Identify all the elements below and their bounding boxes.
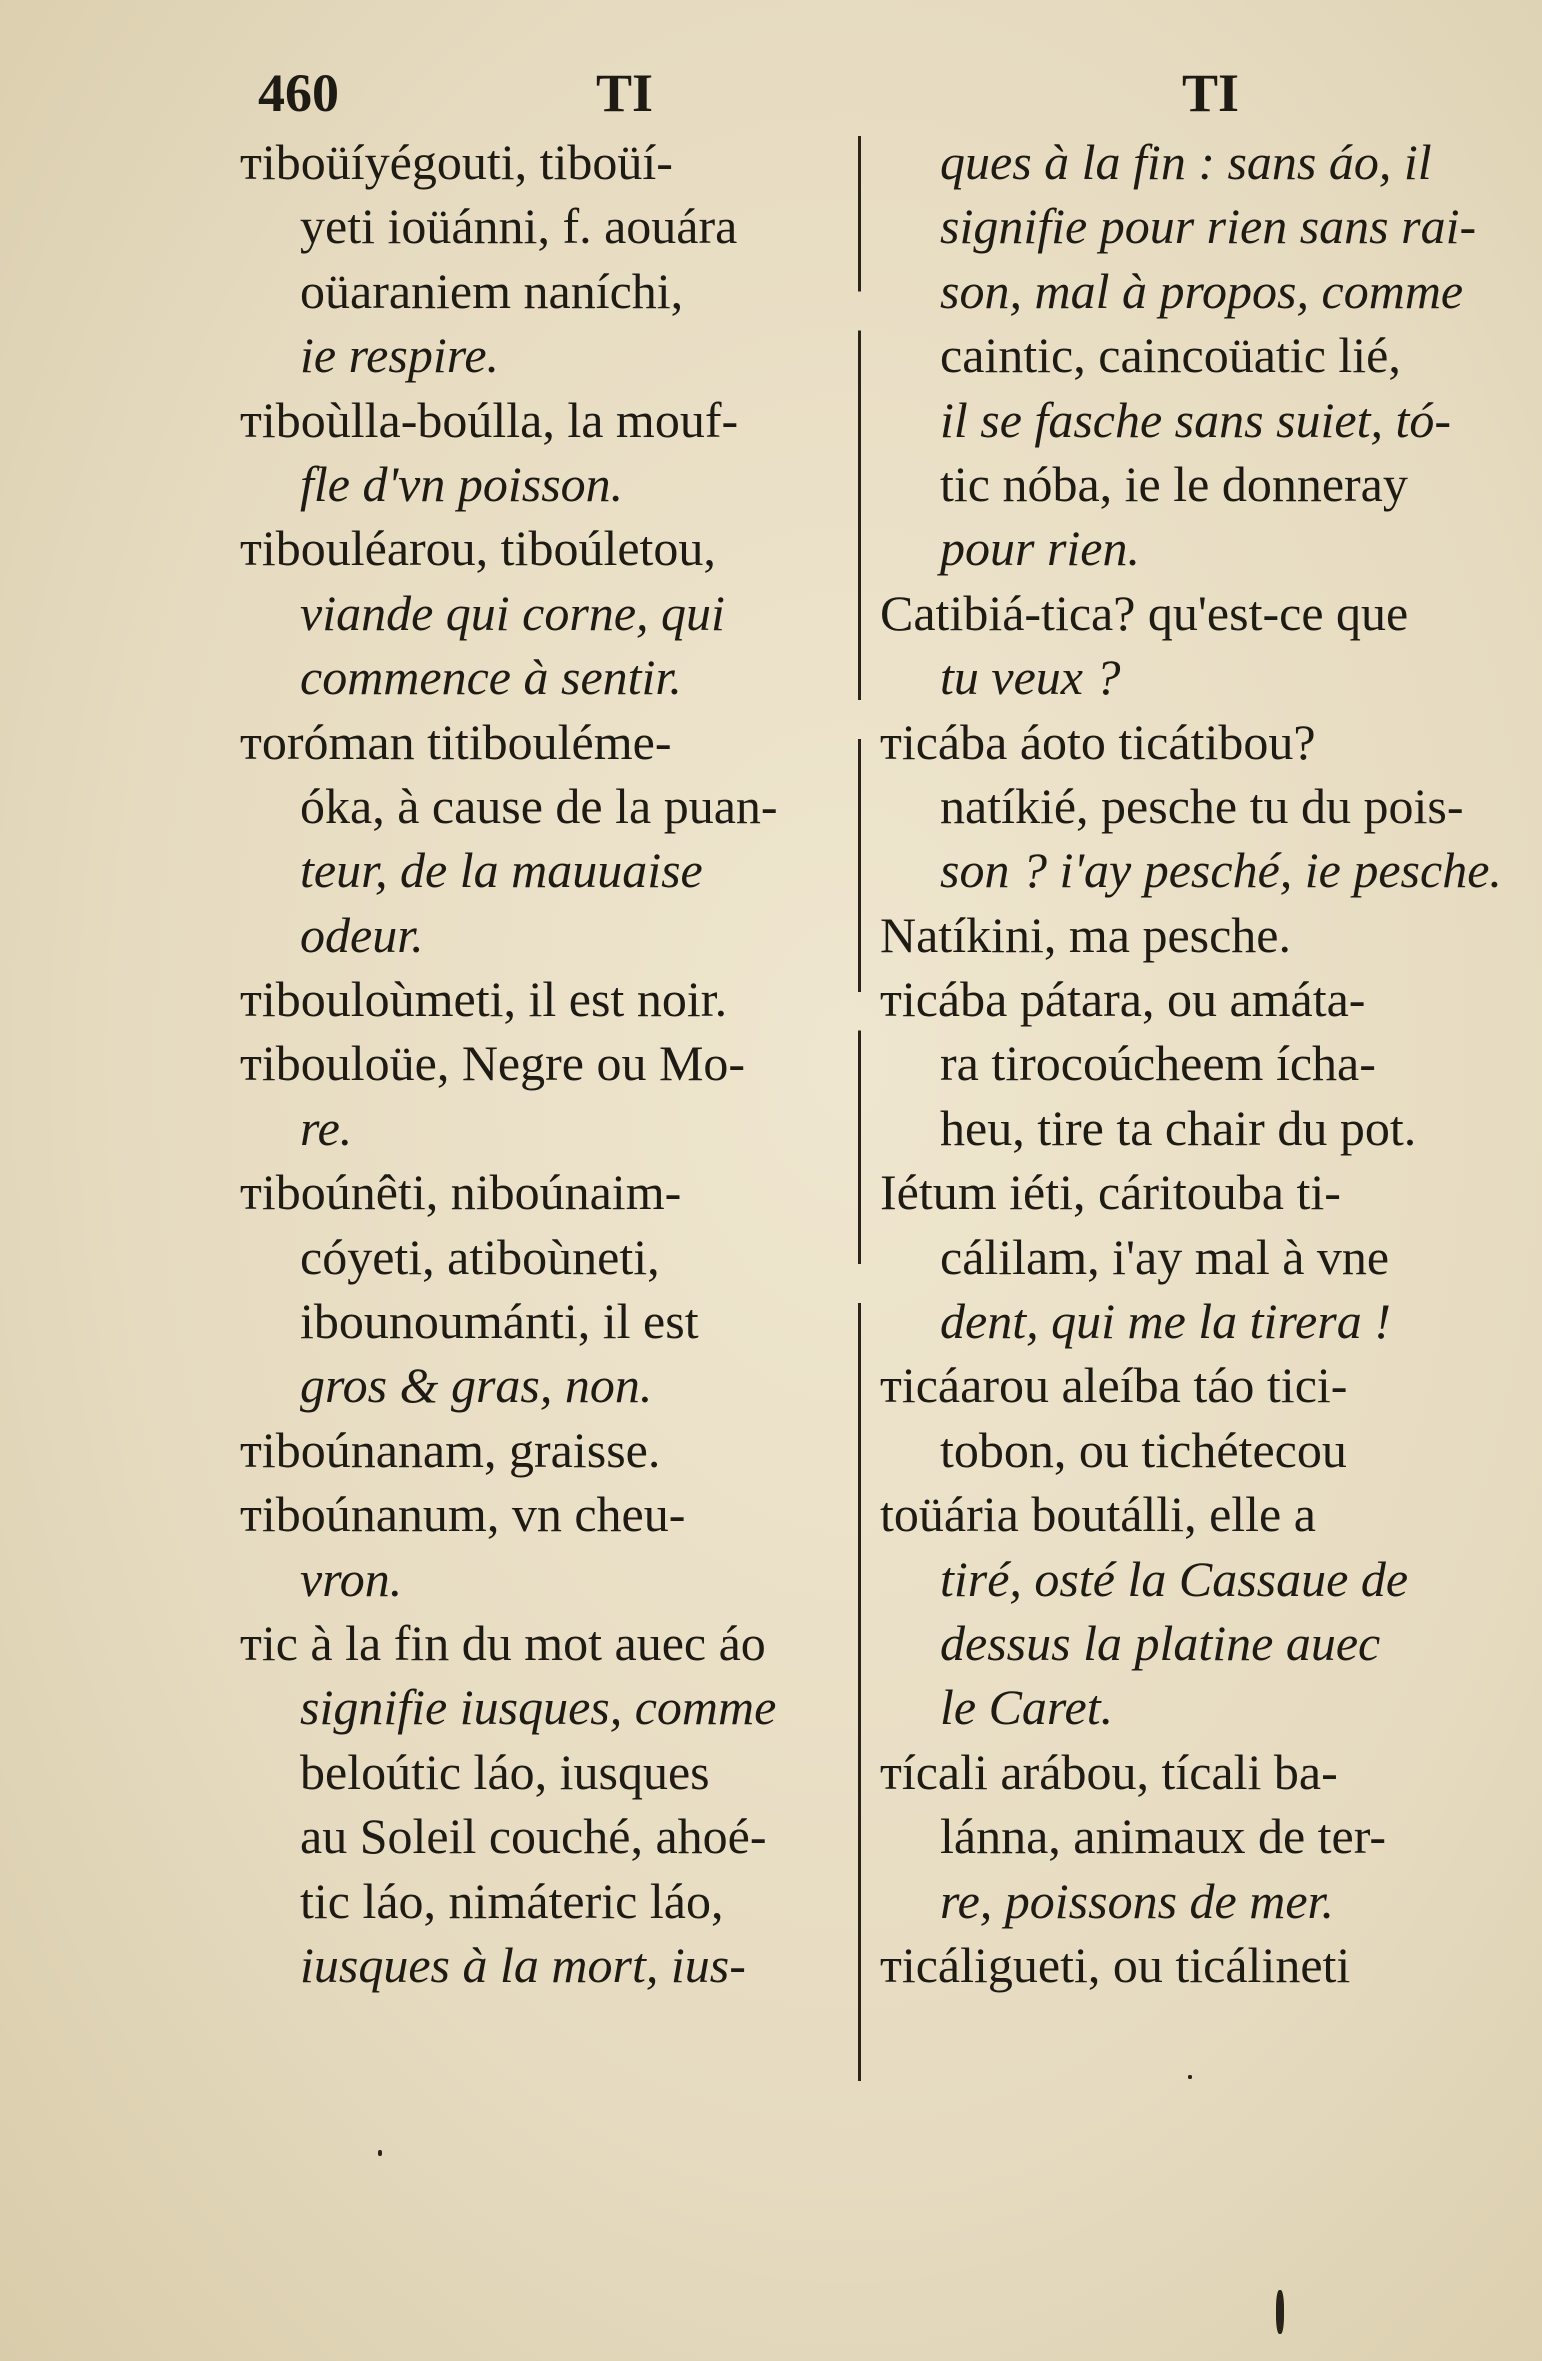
text-line: yeti ioüánni, f. aouára xyxy=(300,198,738,255)
text-line: ᴛiboüíyégouti, tiboüí- xyxy=(240,134,673,190)
text-line: tic láo, nimáteric láo, xyxy=(300,1872,724,1929)
running-header xyxy=(0,62,1542,132)
text-line: signifie pour rien sans rai- xyxy=(940,198,1477,255)
text-line: ᴛicába pátara, ou amáta- xyxy=(880,971,1366,1028)
text-line: tic nóba, ie le donneray xyxy=(940,455,1408,512)
text-line: heu, tire ta chair du pot. xyxy=(940,1099,1417,1156)
text-line: il se fasche sans suiet, tó- xyxy=(940,391,1452,448)
text-line: tu veux ? xyxy=(940,649,1121,706)
text-line: fle d'vn poisson. xyxy=(300,455,624,512)
text-line: iusques à la mort, ius- xyxy=(300,1936,746,1993)
text-line: ra tirocoúcheem ícha- xyxy=(940,1035,1376,1092)
text-line: son, mal à propos, comme xyxy=(940,262,1464,319)
left-running-head: TI xyxy=(596,63,654,123)
text-line: dent, qui me la tirera ! xyxy=(940,1293,1391,1350)
page-number: 460 xyxy=(258,63,339,123)
text-line: Iétum iéti, cáritouba ti- xyxy=(880,1164,1341,1221)
left-column xyxy=(240,130,852,1997)
text-line: commence à sentir. xyxy=(300,649,682,706)
text-line: caintic, caincoüatic lié, xyxy=(940,327,1401,384)
text-line: ᴛícali arábou, tícali ba- xyxy=(880,1743,1338,1800)
text-line: ᴛiboúnanam, graisse. xyxy=(240,1421,661,1478)
text-line: Natíkini, ma pesche. xyxy=(880,906,1291,963)
text-line: ᴛic à la fin du mot auec áo xyxy=(240,1614,766,1671)
text-line: ques à la fin : sans áo, il xyxy=(940,134,1432,190)
text-line: le Caret. xyxy=(940,1679,1114,1736)
text-line: ᴛoróman titibouléme- xyxy=(240,713,672,770)
text-line: pour rien. xyxy=(940,520,1140,577)
text-line: óka, à cause de la puan- xyxy=(300,777,778,834)
text-line: ᴛiboúnanum, vn cheu- xyxy=(240,1486,686,1543)
text-line: tobon, ou tichétecou xyxy=(940,1421,1347,1478)
right-running-head: TI xyxy=(1182,63,1240,123)
ink-speck xyxy=(378,2150,382,2156)
ink-speck xyxy=(1188,2075,1192,2079)
text-line: re. xyxy=(300,1099,353,1156)
text-line: toüária boutálli, elle a xyxy=(880,1486,1316,1543)
text-line: ᴛicáarou aleíba táo tici- xyxy=(880,1357,1348,1414)
text-line: vron. xyxy=(300,1550,403,1607)
text-line: odeur. xyxy=(300,906,424,963)
text-line: beloútic láo, iusques xyxy=(300,1743,710,1800)
text-line: signifie iusques, comme xyxy=(300,1679,777,1736)
text-line: ᴛibouloùmeti, il est noir. xyxy=(240,971,728,1028)
text-line: ibounoumánti, il est xyxy=(300,1293,699,1350)
text-line: natíkié, pesche tu du pois- xyxy=(940,777,1464,834)
text-line: ᴛibouloüe, Negre ou Mo- xyxy=(240,1035,746,1092)
text-line: lánna, animaux de ter- xyxy=(940,1808,1387,1865)
text-line: cóyeti, atiboùneti, xyxy=(300,1228,660,1285)
text-line: ᴛiboúnêti, niboúnaim- xyxy=(240,1164,682,1221)
text-line: au Soleil couché, ahoé- xyxy=(300,1808,767,1865)
text-line: gros & gras, non. xyxy=(300,1357,653,1414)
text-line: son ? i'ay pesché, ie pesche. xyxy=(940,842,1502,899)
text-line: tiré, osté la Cassaue de xyxy=(940,1550,1409,1607)
text-line: ᴛicába áoto ticátibou? xyxy=(880,713,1316,770)
ink-speck xyxy=(1276,2290,1284,2334)
text-line: cálilam, i'ay mal à vne xyxy=(940,1228,1390,1285)
text-line: Catibiá-tica? qu'est-ce que xyxy=(880,584,1409,641)
text-line: teur, de la mauuaise xyxy=(300,842,703,899)
text-line: ie respire. xyxy=(300,327,500,384)
text-line: ᴛicáligueti, ou ticálineti xyxy=(880,1936,1351,1993)
text-line: viande qui corne, qui xyxy=(300,584,725,641)
text-line: re, poissons de mer. xyxy=(940,1872,1334,1929)
column-divider xyxy=(858,136,861,2081)
text-line: oüaraniem naníchi, xyxy=(300,262,684,319)
right-column xyxy=(880,130,1502,1997)
text-line: dessus la platine auec xyxy=(940,1614,1381,1671)
text-line: ᴛibouléarou, tiboúletou, xyxy=(240,520,716,577)
text-line: ᴛiboùlla-boúlla, la mouf- xyxy=(240,391,739,448)
